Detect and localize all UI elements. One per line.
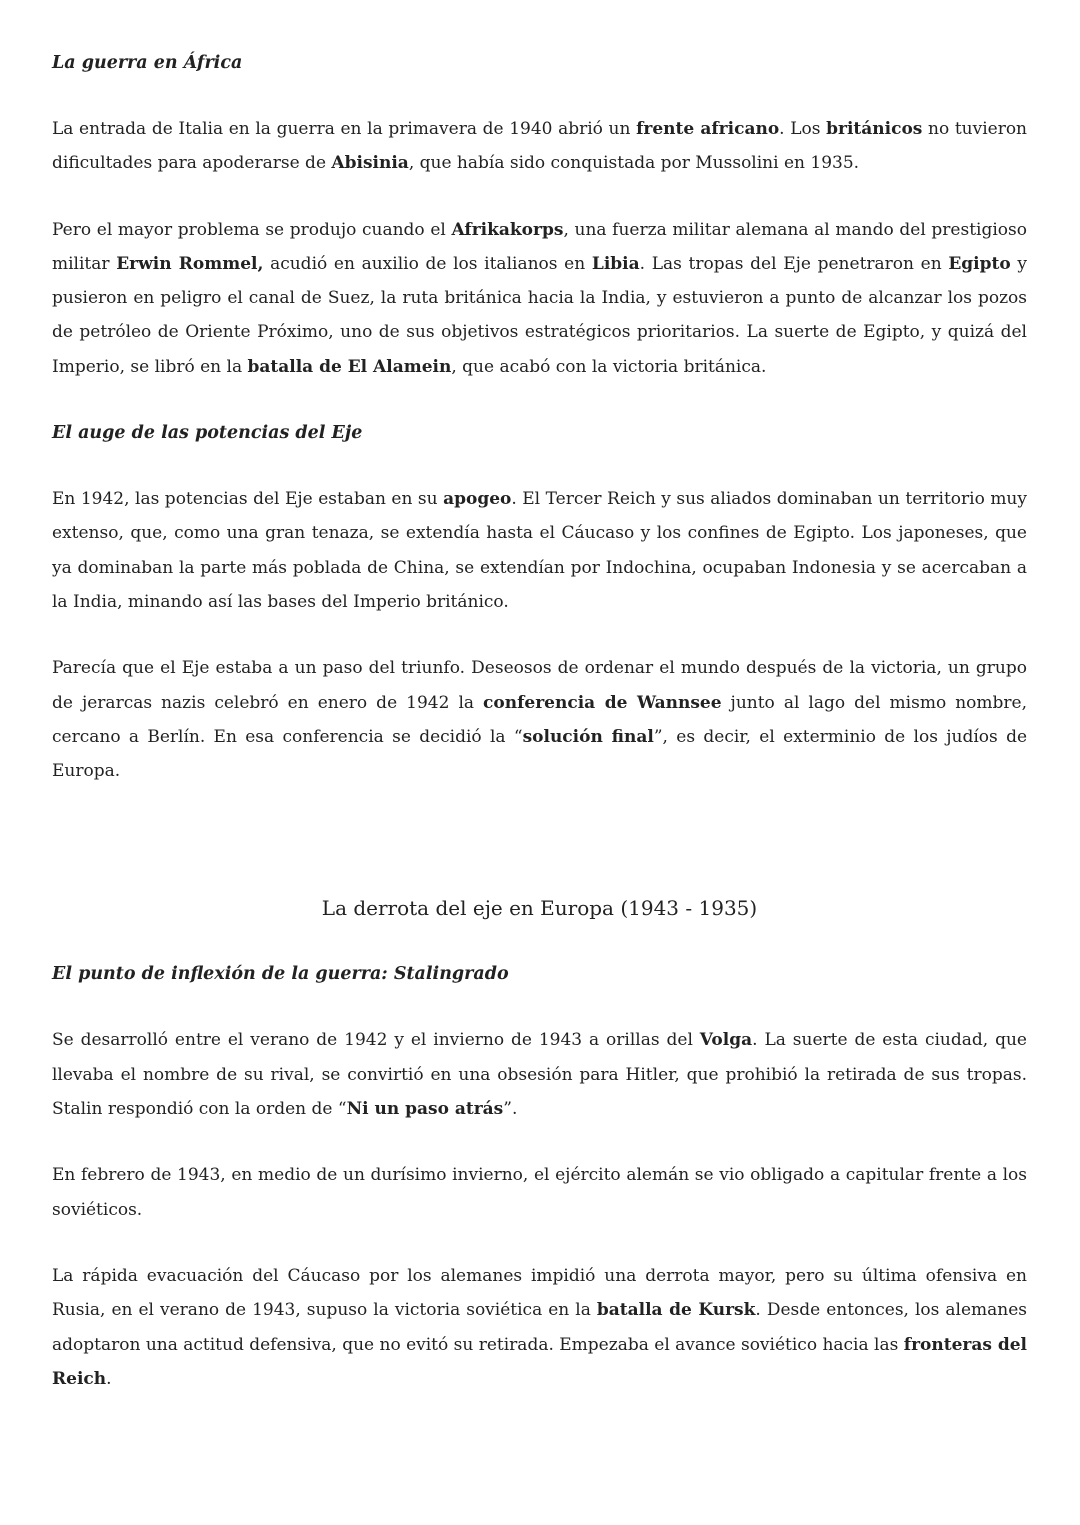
bold-term: apogeo — [443, 489, 512, 510]
text-run: . Desde entonces, los alemanes adoptaron una actitud defensiva, que no evitó su retirada. Empezaba el avance soviético hacia las — [52, 1300, 1027, 1355]
text-run: no tuvieron dificultades para apoderarse de — [52, 119, 1028, 174]
bold-term: Erwin Rommel, — [116, 253, 264, 274]
paragraph — [52, 1158, 1027, 1227]
section-heading: El punto de inflexión de la guerra: Stalingrado — [52, 964, 509, 985]
bold-term: Volga — [699, 1030, 753, 1051]
bold-term: Ni un paso atrás — [346, 1099, 504, 1120]
bold-term: frente africano — [636, 119, 780, 139]
bold-term: batalla de Kursk — [596, 1300, 756, 1321]
text-run: . El Tercer Reich y sus aliados dominaban un territorio muy extenso, que, como una gran tenaza, se extendía hasta el Cáucaso y los confines de Egipto. Los japoneses, que ya dominaban la parte más poblada de China, se extendían por Indochina, ocupaban Indonesia y se acercaban a la India, minando así las bases del Imperio británico. — [52, 489, 1027, 612]
paragraph — [52, 1023, 1027, 1126]
text-run: . Las tropas del Eje penetraron en — [639, 253, 949, 274]
text-run: , una fuerza militar alemana al mando del prestigioso militar — [52, 219, 1027, 274]
text-run: ”. — [503, 1099, 518, 1120]
paragraph — [52, 1259, 1027, 1396]
chapter-title: La derrota del eje en Europa (1943 - 1935) — [321, 896, 758, 921]
part-1 — [52, 46, 1027, 788]
paragraph — [52, 482, 1027, 619]
bold-term: solución final — [522, 726, 654, 747]
bold-term: conferencia de Wannsee — [483, 692, 722, 713]
paragraph — [52, 213, 1027, 384]
text-run: La entrada de Italia en la guerra en la primavera de 1940 abrió un — [52, 119, 637, 139]
bold-term: Afrikakorps — [451, 219, 564, 240]
text-run: Se desarrolló entre el verano de 1942 y el invierno de 1943 a orillas del — [52, 1030, 700, 1051]
text-run: ”, es decir, el exterminio de los judíos de Europa. — [52, 726, 1028, 782]
text-run: La rápida evacuación del Cáucaso por los alemanes impidió una derrota mayor, pero su última ofensiva en Rusia, en el verano de 1943, supuso la victoria soviética en la — [52, 1265, 1027, 1321]
text-run: . — [106, 1368, 112, 1389]
text-run: En febrero de 1943, en medio de un durísimo invierno, el ejército alemán se vio obligado a capitular frente a los soviéticos. — [52, 1165, 1027, 1220]
bold-term: fronteras del Reich — [52, 1334, 1028, 1389]
text-run: y pusieron en peligro el canal de Suez, la ruta británica hacia la India, y estuvieron a punto de alcanzar los pozos de petróleo de Oriente Próximo, uno de sus objetivos estratégicos prioritarios. La suerte de Egipto, y quizá del Imperio, se libró en la — [52, 253, 1027, 377]
text-run: acudió en auxilio de los italianos en — [263, 253, 592, 274]
paragraph — [52, 651, 1027, 788]
text-run: , que acabó con la victoria británica. — [451, 356, 767, 377]
text-run: junto al lago del mismo nombre, cercano a Berlín. En esa conferencia se decidió la “ — [52, 692, 1027, 747]
text-run: , que había sido conquistada por Mussolini en 1935. — [408, 153, 860, 174]
paragraph — [52, 112, 1027, 181]
bold-term: Abisinia — [331, 153, 409, 174]
bold-term: Libia — [591, 253, 640, 274]
section-heading: La guerra en África — [52, 53, 243, 73]
bold-term: británicos — [826, 119, 923, 139]
bold-term: batalla de El Alamein — [247, 356, 452, 377]
bold-term: Egipto — [948, 253, 1011, 274]
text-run: . Los — [779, 119, 827, 139]
text-run: Parecía que el Eje estaba a un paso del triunfo. Deseosos de ordenar el mundo después de la victoria, un grupo de jerarcas nazis celebró en enero de 1942 la — [52, 658, 1027, 713]
text-run: En 1942, las potencias del Eje estaban en su — [52, 489, 444, 510]
section-heading: El auge de las potencias del Eje — [52, 423, 363, 444]
text-run: . La suerte de esta ciudad, que llevaba el nombre de su rival, se convirtió en una obsesión para Hitler, que prohibió la retirada de sus tropas. Stalin respondió con la orden de “ — [52, 1030, 1027, 1120]
part-2 — [52, 957, 1027, 1396]
text-run: Pero el mayor problema se produjo cuando el — [52, 219, 452, 240]
